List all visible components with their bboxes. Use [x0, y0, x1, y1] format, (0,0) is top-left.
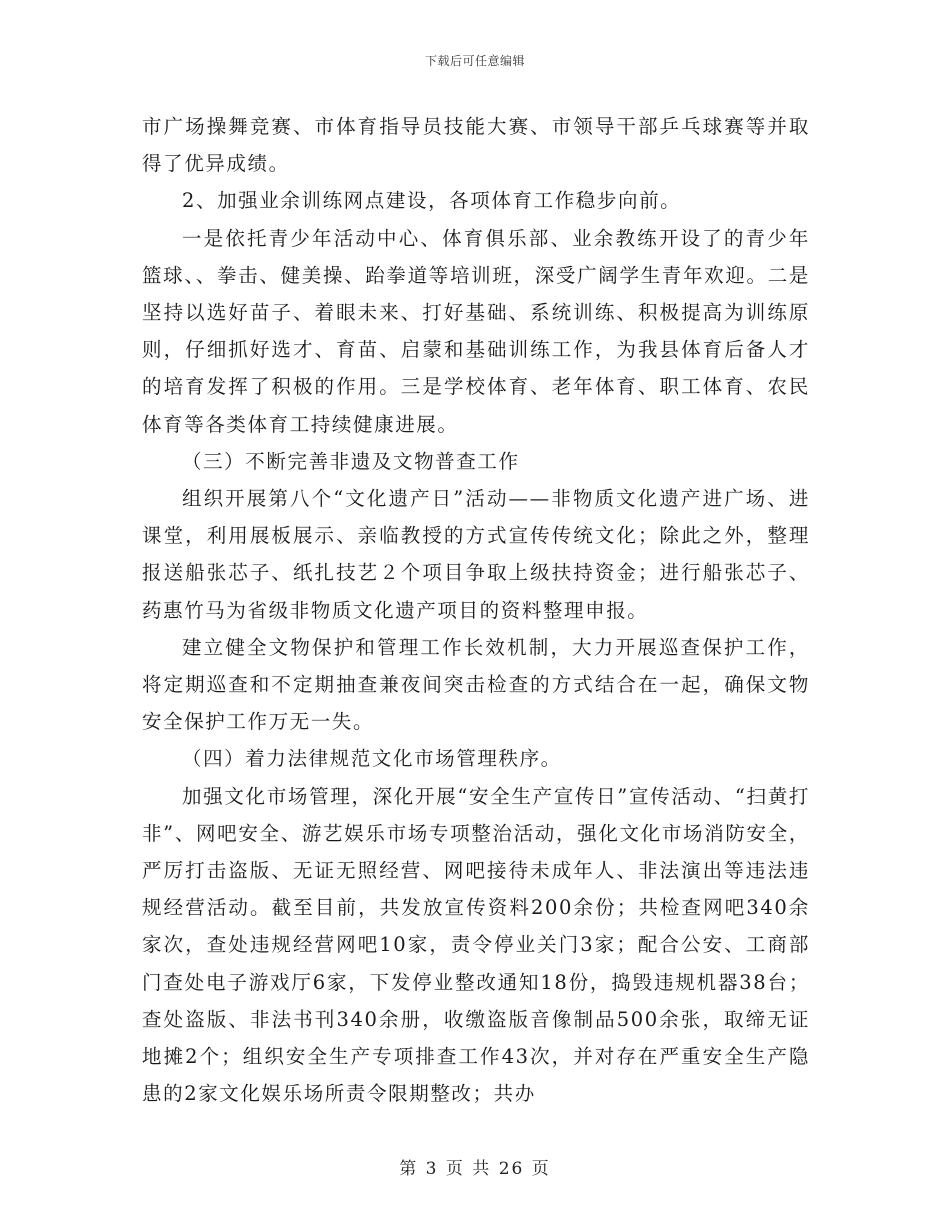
page-header: 下载后可任意编辑	[424, 54, 525, 68]
paragraph-2: 2、加强业余训练网点建设，各项体育工作稳步向前。	[181, 189, 682, 213]
document-body	[142, 108, 810, 1112]
paragraph-6: 建立健全文物保护和管理工作长效机制，大力开展巡查保护工作，将定期巡查和不定期抽查兼夜间突击检查的方式结合在一起，确保文物安全保护工作万无一失。	[142, 635, 810, 734]
paragraph-3: 一是依托青少年活动中心、体育俱乐部、业余教练开设了的青少年篮球、、拳击、健美操、跆拳道等培训班，深受广阔学生青年欢迎。二是坚持以选好苗子、着眼未来、打好基础、系统训练、积极提高为训练原则，仔细抓好选才、育苗、启蒙和基础训练工作，为我县体育后备人才的培育发挥了积极的作用。三是学校体育、老年体育、职工体育、农民体育等各类体育工持续健康进展。	[142, 226, 810, 436]
section-heading-4: （四）着力法律规范文化市场管理秩序。	[181, 747, 562, 771]
page-footer: 第 3 页 共 26 页	[399, 1159, 551, 1179]
section-heading-3: （三）不断完善非遗及文物普查工作	[181, 449, 520, 473]
paragraph-5: 组织开展第八个“文化遗产日”活动——非物质文化遗产进广场、进课堂，利用展板展示、亲临教授的方式宣传传统文化；除此之外，整理报送船张芯子、纸扎技艺２个项目争取上级扶持资金；进行船张芯子、药惠竹马为省级非物质文化遗产项目的资料整理申报。	[142, 487, 810, 622]
paragraph-1: 市广场操舞竞赛、市体育指导员技能大赛、市领导干部乒乓球赛等并取得了优异成绩。	[142, 115, 810, 176]
paragraph-8: 加强文化市场管理，深化开展“安全生产宣传日”宣传活动、“扫黄打非”、网吧安全、游艺娱乐市场专项整治活动，强化文化市场消防安全，严厉打击盗版、无证无照经营、网吧接待未成年人、非法演出等违法违规经营活动。截至目前，共发放宣传资料200余份；共检查网吧340余家次，查处违规经营网吧10家，责令停业关门3家；配合公安、工商部门查处电子游戏厅6家，下发停业整改通知18份，捣毁违规机器38台；查处盗版、非法书刊340余册，收缴盗版音像制品500余张，取缔无证地摊2个；组织安全生产专项排查工作43次，并对存在严重安全生产隐患的2家文化娱乐场所责令限期整改；共办	[142, 784, 810, 1106]
